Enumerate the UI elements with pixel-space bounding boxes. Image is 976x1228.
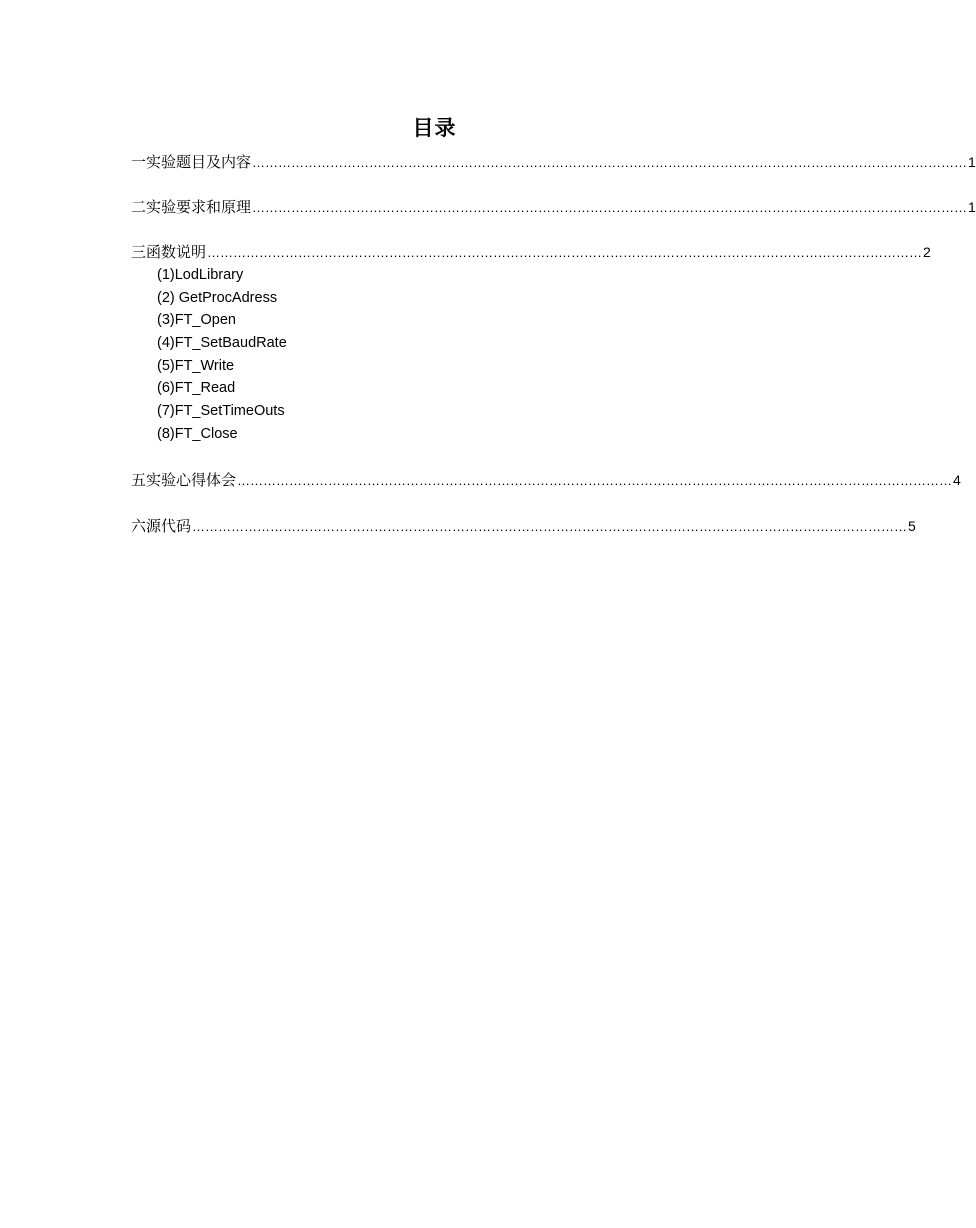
toc-entry-title: 实验题目及内容 [146,153,252,171]
toc-entry-title: 函数说明 [146,243,207,261]
toc-leader-dots: ………………………………………………………………………………………………………………………………………………… [252,155,968,170]
function-list-item: (8)FT_Close [157,425,238,442]
toc-entry-page: 1 [968,199,976,215]
toc-entry-title: 实验心得体会 [146,471,237,489]
toc-entry [131,196,976,218]
toc-entry-number: 二 [131,198,147,216]
toc-entry-number: 三 [131,243,147,261]
toc-entry-number: 一 [131,153,147,171]
function-list-item: (3)FT_Open [157,312,236,329]
function-list-item: (4)FT_SetBaudRate [157,335,287,352]
toc-entry-page: 5 [908,518,916,534]
toc-entry-page: 2 [923,244,931,260]
toc-entry-title: 源代码 [146,517,192,535]
toc-entry [131,151,976,173]
function-list-item: (7)FT_SetTimeOuts [157,403,285,420]
toc-entry [131,515,916,537]
toc-leader-dots: ………………………………………………………………………………………………………………………………………………… [192,519,908,534]
toc-entry-page: 4 [953,472,961,488]
toc-entry [131,241,931,263]
toc-title: 目录 [412,116,457,140]
toc-leader-dots: ………………………………………………………………………………………………………………………………………………… [237,473,953,488]
toc-entry [131,469,961,491]
toc-leader-dots: ………………………………………………………………………………………………………………………………………………… [252,200,968,215]
function-list [157,264,287,446]
toc-entry-number: 五 [131,471,147,489]
toc-leader-dots: ………………………………………………………………………………………………………………………………………………… [207,245,923,260]
toc-entry-title: 实验要求和原理 [146,198,252,216]
function-list-item: (2) GetProcAdress [157,289,278,306]
toc-entry-page: 1 [968,154,976,170]
toc-entry-number: 六 [131,517,147,535]
function-list-item: (1)LodLibrary [157,267,244,283]
function-list-item: (5)FT_Write [157,357,235,374]
function-list-item: (6)FT_Read [157,380,236,397]
